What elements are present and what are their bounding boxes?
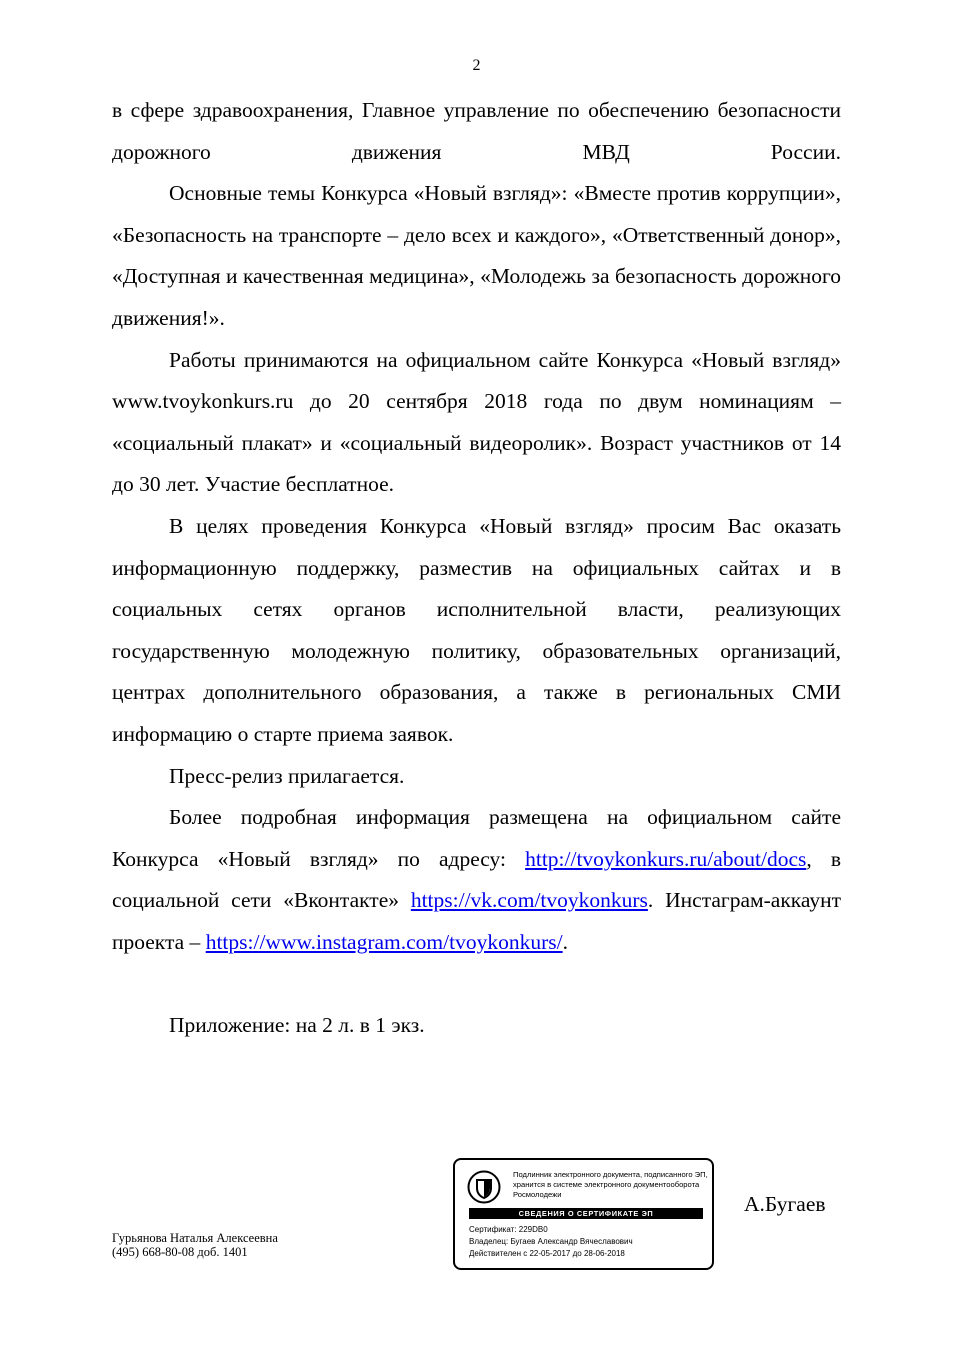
electronic-signature-stamp: [453, 1158, 714, 1270]
spacer: [112, 963, 841, 1005]
stamp-owner: Владелец: Бугаев Александр Вячеславович: [469, 1237, 633, 1246]
signature-emblem-icon: [467, 1170, 501, 1204]
more-info-end: .: [562, 929, 568, 954]
attachment-note: Приложение: на 2 л. в 1 экз.: [169, 1013, 425, 1038]
more-info-mid2: . Инстаграм-аккаунт проекта –: [112, 888, 841, 954]
paragraph-topics: Основные темы Конкурса «Новый взгляд»: «Вместе против коррупции», «Безопасность на транспорте – дело всех и каждого», «Ответственный донор», «Доступная и качественная медицина», «Молодежь за безопасность дорожного движения!».: [112, 181, 841, 330]
more-info-mid: , в социальной сети «Вконтакте»: [112, 846, 842, 913]
instagram-link[interactable]: https://www.instagram.com/tvoykonkurs/: [205, 929, 563, 954]
stamp-validity: Действителен с 22-05-2017 до 28-06-2018: [469, 1249, 625, 1258]
signer-name: А.Бугаев: [744, 1192, 826, 1216]
paragraph-more-info: [112, 797, 841, 963]
contact-phone: (495) 668-80-08 доб. 1401: [112, 1245, 248, 1259]
docs-link[interactable]: http://tvoykonkurs.ru/about/docs: [525, 846, 807, 871]
paragraph-request: В целях проведения Конкурса «Новый взгляд» просим Вас оказать информационную поддержку, разместив на официальных сайтах и в социальных сетях органов исполнительной власти, реализующих государственную молодежную политику, образовательных организаций, центрах дополнительного образования, а также в региональных СМИ информацию о старте приема заявок.: [112, 513, 841, 746]
more-info-lead: Более подробная информация размещена на официальном сайте Конкурса «Новый взгляд» по адресу:: [112, 805, 841, 871]
stamp-header: СВЕДЕНИЯ О СЕРТИФИКАТЕ ЭП: [469, 1208, 703, 1219]
stamp-certificate: Сертификат: 229DB0: [469, 1225, 548, 1234]
vk-link[interactable]: https://vk.com/tvoykonkurs: [410, 888, 648, 913]
stamp-details: [469, 1224, 705, 1260]
paragraph-healthcare: в сфере здравоохранения, Главное управление по обеспечению безопасности дорожного движения МВД России.: [112, 98, 841, 164]
paragraph-submissions: Работы принимаются на официальном сайте Конкурса «Новый взгляд» www.tvoykonkurs.ru до 20 сентября 2018 года по двум номинациям – «социальный плакат» и «социальный видеоролик». Возраст участников от 14 до 30 лет. Участие бесплатное.: [112, 347, 841, 497]
contact-name: Гурьянова Наталья Алексеевна: [112, 1231, 278, 1245]
letter-body: [112, 90, 841, 1047]
paragraph-press-release: Пресс-релиз прилагается.: [169, 763, 405, 788]
contact-block: [112, 1231, 278, 1259]
stamp-note: Подлинник электронного документа, подписанного ЭП, хранится в системе электронного документооборота Росмолодежи: [513, 1170, 708, 1199]
page-number: 2: [472, 57, 481, 74]
